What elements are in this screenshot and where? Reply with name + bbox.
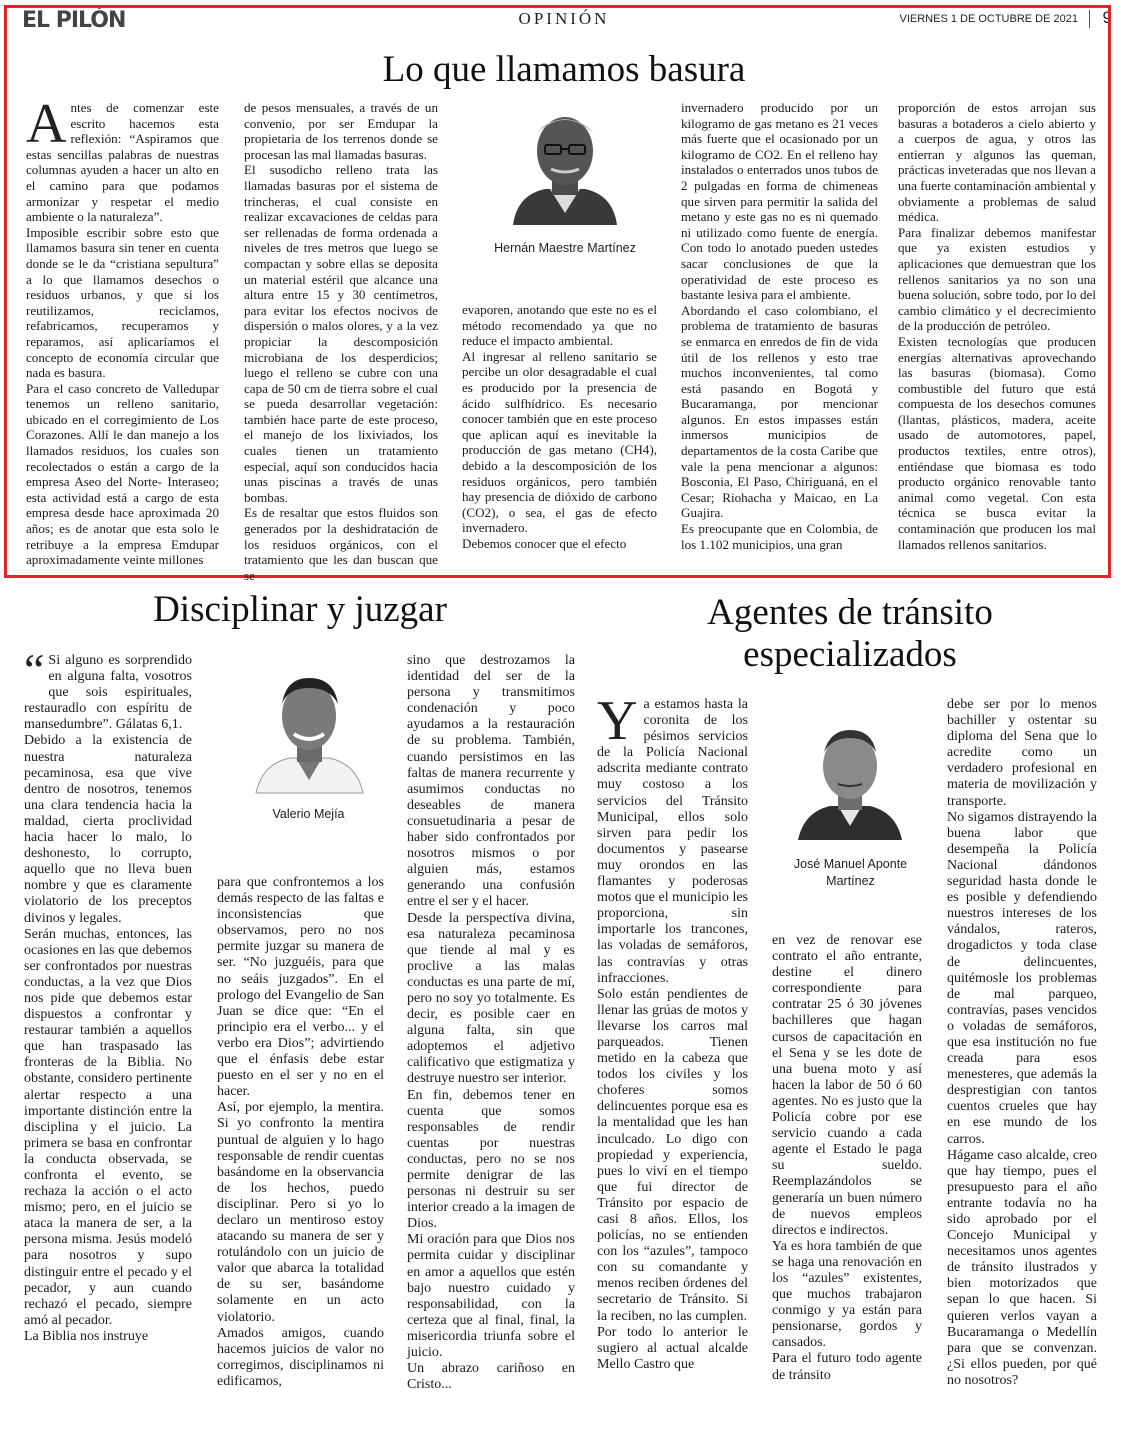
paragraph: En fin, debemos tener en cuenta que somos responsables de rendir cuentas por nuestras conductas, pero no se nos permite denigrar de las personas ni destruir su ser interior creado a la imagen de Dios. [407,1087,575,1232]
article1-column-3 [462,302,657,556]
paragraph: Existen tecnologías que producen energías alternativas aprovechando las basuras (biomasa). Como combustible del futuro que está compuesta de los desechos comunes (llantas, plásticos, madera, aceite usado de automotores, papel, productos textiles, entre otros), entiéndase que biomasa es todo producto orgánico renovable tanto animal como vegetal. Con esta técnica se busca evitar la contaminación que producen los mal llamados rellenos sanitarios. [898,333,1096,552]
author-byline-hernan: Hernán Maestre Martínez [494,241,636,255]
article-title-disciplinar: Disciplinar y juzgar [153,589,447,630]
opening-quote-mark: “ [24,644,45,695]
paragraph: sino que destrozamos la identidad del ser de la persona y transmitimos condenación y poco ayudamos a la restauración de su problema. También, cuando persistimos en las faltas de manera recurrente y asumimos conductas no deseables de manera consuetudinaria a pesar de haber sido confrontados por nosotros mismos o por alguien más, estamos generando una confusión entre el ser y el hacer. [407,653,575,910]
paragraph: El susodicho relleno trata las llamadas basuras por el sistema de trincheras, el cual consiste en realizar excavaciones de celdas para ser rellenadas de forma ordenada a niveles de tres metros que luego se compactan y sobre ellas se deposita un material estéril que alcance una altura entre 15 y 30 centímetros, para evitar los efectos nocivos de dispersión o malos olores, y a la vez propiciar la descomposición microbiana de los desperdicios; luego el relleno se cubre con una capa de 50 cm de tierra sobre el cual se pueda desarrollar vegetación: también hace parte de este proceso, el manejo de los lixiviados, los cuales tienen un tratamiento especial, aquí son conducidos hacia unas piscinas a través de unas bombas. [244,162,438,505]
author-byline-valerio: Valerio Mejía [272,807,345,821]
drop-cap: A [26,93,67,155]
paragraph: Es de resaltar que estos fluidos son generados por la deshidratación de los residuos orgánicos, con el tratamiento que les dan buscan que se [244,505,438,583]
paragraph: Debido a la existencia de nuestra naturaleza pecaminosa, esa que vive dentro de nosotros, tenemos una clara tendencia hacia la maldad, cierta proclividad hacia hacer lo malo, lo deshonesto, lo corrupto, aquello que no lleva buen nombre y que es claramente violatorio de los preceptos divinos y legales. [24,733,192,926]
article-title-basura: Lo que llamamos basura [382,49,746,90]
author-photo-valerio-mejia [252,668,367,793]
author-byline-jose-manuel: José Manuel Aponte Martínez [793,857,908,888]
paragraph: Serán muchas, entonces, las ocasiones en las que debemos ser confrontados por nuestras conductas, a la vez que Dios nos pide que debemos estar dispuestos a confrontar y restaurar también a aquellos que han traspasado las fronteras de la Biblia. No obstante, considero pertinente alertar respecto a una importante distinción entre la disciplina y el juicio. La primera se basa en confrontar la conducta observada, se confronta el evento, se rechaza la acción o el acto mismo; pero, en el juicio se ataca la manera de ser, a la persona misma. Jesús modeló para nosotros y supo distinguir entre el pecado y el pecador, y aun cuando rechazó el pecado, siempre amó al pecador. [24,926,192,1328]
paragraph: Para finalizar debemos manifestar que ya existen estudios y aplicaciones que demuestran que los rellenos sanitarios ya no son una buena solución, sobre todo, por lo del cambio climático y el decrecimiento de la producción de petróleo. [898,224,1096,334]
paragraph: Solo están pendientes de llenar las grúas de motos y llevarse los carros mal parqueados. Tienen metido en la cabeza que todos los civiles y los choferes somos delincuentes porque esa es la mentalidad que les han inculcado. Lo digo con propiedad y experiencia, pues lo viví en el tiempo que fui director de Tránsito por espacio de casi 8 años. Ellos, los policías, no se entienden con los “azules”, tampoco con su comandante y menos reciben órdenes del secretario de Tránsito. Si la reciben, no las cumplen. [597,986,748,1324]
paragraph: para que confrontemos a los demás respecto de las faltas e inconsistencias que observamos, pero no nos permite juzgar su manera de ser. “No juzguéis, para que no seáis juzgados”. En el prologo del Evangelio de San Juan se dice que: “En el principio era el verbo... y el verbo era Dios”; advirtiendo que el énfasis debe estar puesto en el ser y no en el hacer. [217,875,384,1100]
paragraph: Ya es hora también de que se haga una renovación en los “azules” existentes, que muchos trabajaron conmigo y ya están para pensionarse, gordos y cansados. [772,1238,922,1351]
paragraph: proporción de estos arrojan sus basuras a botaderos a cielo abierto y a cuerpos de agua, y otros las entierran y algunos las queman, prácticas inveteradas que nos llevan a una fuerte contaminación ambiental y obviamente a problemas de salud médica. [898,100,1096,225]
paragraph: Para el caso concreto de Valledupar tenemos un relleno sanitario, ubicado en el corregimiento de Los Corazones. Allí le dan manejo a los llamados residuos, los cuales son recolectados o están a cargo de la empresa Aseo del Norte- Interaseo; esta actividad está a cargo de esta empresa desde hace aproximada 20 años; es de anotar que esta solo le retribuye a la empresa Emdupar aproximadamente veinte millones [26,380,219,568]
issue-date: VIERNES 1 DE OCTUBRE DE 2021 [899,13,1078,25]
paragraph: Abordando el caso colombiano, el problema de tratamiento de basuras se enmarca en enredos de fin de vida útil de los rellenos y esto trae muchos inconvenientes, tal como está pasando en Bogotá y Bucaramanga, por mencionar algunos. En estos impasses están inmersos municipios de departamentos de la costa Caribe que vale la pena mencionar a algunos: Bosconia, El Paso, Chiriguaná, en el Cesar; Riohacha y Maicao, en La Guajira. [681,302,878,521]
author-photo-jose-manuel-aponte [796,722,904,840]
paragraph: debe ser por lo menos bachiller y ostentar su diploma del Sena que lo acredite como un verdadero profesional en materia de movilización y transporte. [947,697,1097,809]
paragraph: Amados amigos, cuando hacemos juicios de valor no corregimos, disciplinamos ni edificamos, [217,1325,384,1389]
article2-column-1 [24,644,192,1443]
paragraph: en vez de renovar ese contrato el año entrante, destine el dinero correspondiente para contratar 25 ó 30 jóvenes bachilleres que hagan cursos de capacitación en el Sena y se les dote de una buena moto y así hacen la labor de 50 ó 60 agentes. No es justo que la Policía cobre por ese servicio cuando a cada agente el Estado le paga su sueldo. Reemplazándolos se generaría un buen número de nuevos empleos directos e indirectos. [772,933,922,1238]
paragraph: ntes de comenzar este escrito hacemos esta reflexión: “Aspiramos que estas sencillas palabras de nuestras columnas ayuden a hacer un alto en el camino para que podamos armonizar y respetar el medio ambiente o la naturaleza”. [26,100,219,225]
paragraph: Debemos conocer que el efecto [462,535,627,551]
paragraph: Mi oración para que Dios nos permita cuidar y disciplinar en amor a aquellos que estén bajo nuestro cuidado y responsabilidad, con la certeza que al final, final, la misericordia triunfa sobre el juicio. [407,1232,575,1361]
paragraph: Hágame caso alcalde, creo que hay tiempo, pues el presupuesto para el año entrante todavía no ha sido aprobado por el Concejo Municipal y necesitamos unos agentes de tránsito ilustrados y bien motorizados que sepan lo que hacen. Si quieren verlos vayan a Bucaramanga o Medellín para que se convenzan. ¿Si ellos pueden, por qué no nosotros? [947,1147,1097,1388]
paragraph: Así, por ejemplo, la mentira. Si yo confronto la mentira puntual de alguien y lo hago responsable de rendir cuentas basándome en la observancia de los hechos, puedo disciplinar. Pero si yo lo declaro un mentiroso estoy atacando su manera de ser y rotulándolo con un juicio de valor que abarca la totalidad de su ser, basándome solamente en un acto violatorio. [217,1100,384,1325]
page-number: 9 [1102,8,1112,27]
paragraph: La Biblia nos instruye [24,1328,149,1344]
drop-cap: Y [597,690,638,752]
article3-column-3 [947,697,1097,1422]
article3-column-1 [597,690,748,1422]
paragraph: Al ingresar al relleno sanitario se percibe un olor desagradable el cual es producido por la presencia de ácido sulfhídrico. Es necesario conocer también que en este proceso que aplican aquí es inevitable la producción de gas metano (CH4), debido a la descomposición de los residuos orgánicos, pero también hay presencia de dióxido de carbono (CO2), o sea, el gas de efecto invernadero. [462,348,657,536]
paragraph: Desde la perspectiva divina, esa naturaleza pecaminosa que tiende al mal y es proclive a las malas conductas es una parte de mí, pero no soy yo totalmente. Es decir, es posible caer en alguna falta, sin que adoptemos el adjetivo calificativo que estigmatiza y destruye nuestro ser interior. [407,910,575,1087]
section-title: OPINIÓN [518,9,610,28]
article3-column-2 [772,933,922,1423]
paragraph: Un abrazo cariñoso en Cristo... [407,1361,575,1393]
paragraph: Imposible escribir sobre esto que llamamos basura sin tener en cuenta donde se le da “cristiana sepultura” a lo que llamamos desechos o residuos urbanos, y que si los reutilizamos, reciclamos, refabricamos, recuperamos y reparamos, así aplicaríamos el concepto de economía circular que nada es basura. [26,224,219,381]
article2-column-2 [217,875,384,1420]
paragraph: de pesos mensuales, a través de un convenio, por ser Emdupar la propietaria de los terrenos donde se procesan las mal llamadas basuras. [244,100,438,162]
paragraph: Es preocupante que en Colombia, de los 1.102 municipios, una gran [681,521,878,552]
article1-column-1 [26,93,219,568]
paragraph: evaporen, anotando que este no es el método recomendado ya que no reduce el impacto ambiental. [462,302,657,349]
article1-column-2 [244,100,438,583]
paragraph: Por todo lo anterior le sugiero al actual alcalde Mello Castro que [597,1324,748,1372]
paragraph: invernadero producido por un kilogramo de gas metano es 21 veces más fuerte que el ocasionado por un kilogramo de CO2. En el relleno hay instalados o enterrados unos tubos de 2 pulgadas en forma de chimeneas que sirven para permitir la salida del metano y este gas no es ni quemado ni utilizado como fuente de energía. Con todo lo anotado pueden ustedes sacar conclusiones de que la operatividad de este proceso es bastante lesiva para el ambiente. [681,100,878,303]
author-photo-hernan-maestre [505,103,625,225]
paragraph: No sigamos distrayendo la buena labor que desempeña la Policía Nacional dándonos seguridad hasta donde le es posible y defendiendo nuestros intereses de los vándalos, rateros, drogadictos y toda clase de delincuentes, quitémosle los problemas de mal parqueo, contravías, pases vencidos o voladas de semáforos, que esa institución no fue creada para esos menesteres, que además la desprestigian con tantos cuentos crueles que hay en ese mundo de los carros. [947,809,1097,1147]
paragraph: Si alguno es sorprendido en alguna falta, vosotros que sois espirituales, restauradlo con espíritu de mansedumbre”. Gálatas 6,1. [24,653,192,733]
masthead-logo: EL PILÓN [22,8,126,33]
article1-column-5 [898,100,1096,560]
article-title-agentes: Agentes de tránsito especializados [707,592,993,675]
article2-column-3 [407,653,575,1423]
paragraph: a estamos hasta la coronita de los pésimos servicios de la Policía Nacional adscrita mediante contrato muy costoso a los servicios del Tránsito Municipal, ellos solo sirven para pedir los documentos y pasearse muy orondos en las flamantes y poderosas motos que el municipio les proporciona, sin importarle los trancones, las voladas de semáforos, las contravías y otras infracciones. [597,697,748,986]
article1-column-4 [681,100,878,560]
paragraph: Para el futuro todo agente de tránsito [772,1351,922,1383]
